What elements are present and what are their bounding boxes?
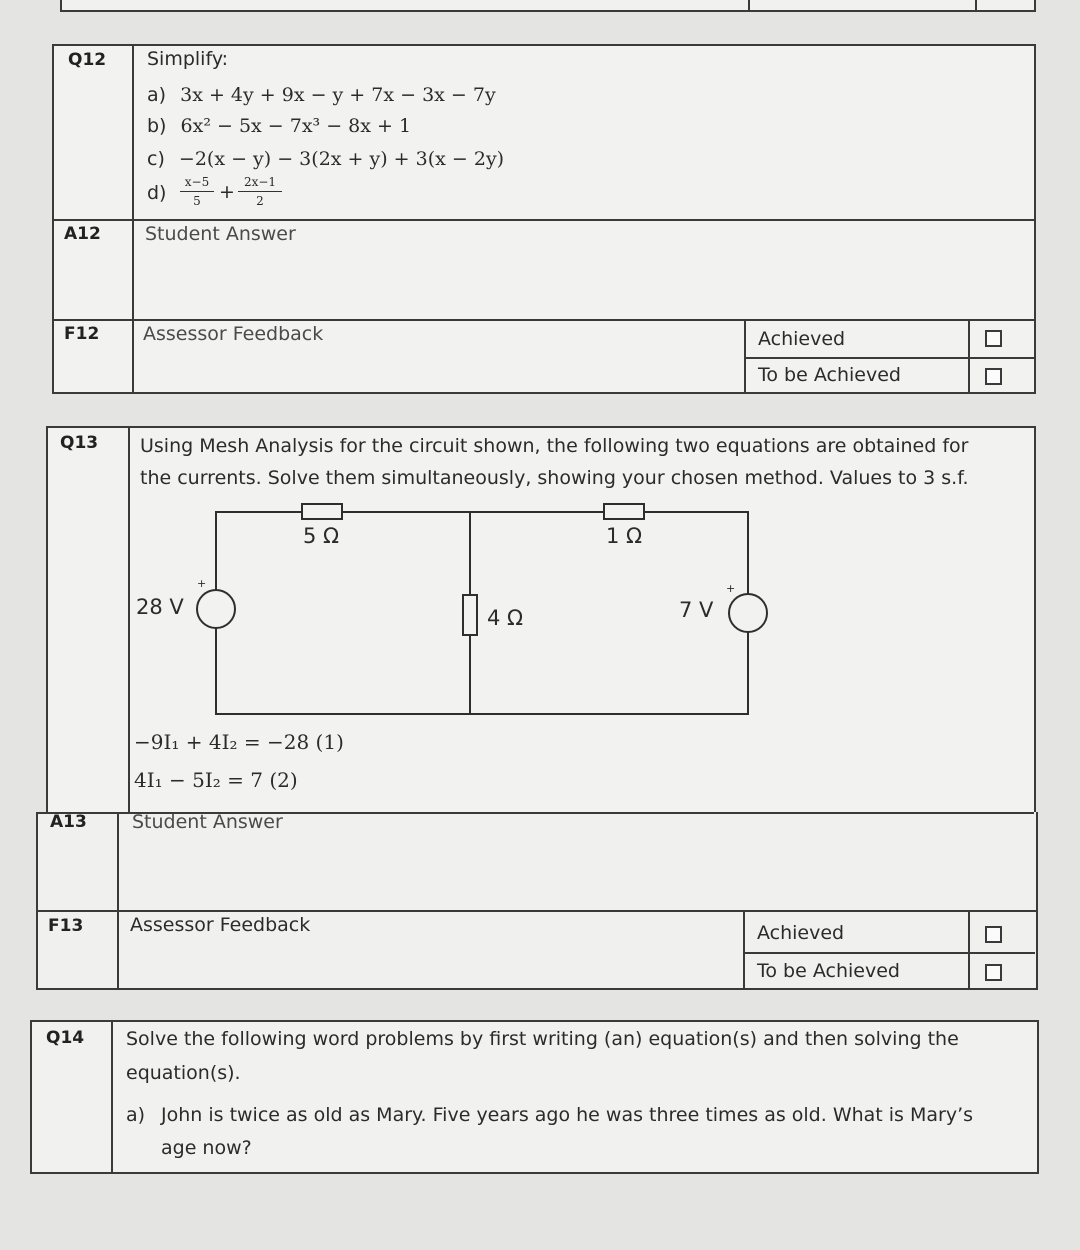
f13-to-be-achieved-label: To be Achieved <box>757 960 900 982</box>
a12-student-answer: Student Answer <box>145 223 296 245</box>
q14-part-a-letter: a) <box>126 1104 146 1126</box>
q14-text-line1: Solve the following word problems by first writing (an) equation(s) and then solving the <box>126 1028 959 1050</box>
q12-part-b <box>147 115 411 137</box>
source-28v-symbol <box>197 590 235 628</box>
source-28v-label: 28 V <box>136 595 184 619</box>
q12-label: Q12 <box>68 50 107 70</box>
fraction-1-numerator: x−5 <box>184 175 210 189</box>
fraction-1-denominator: 5 <box>193 194 201 208</box>
source-28v-plus: + <box>197 577 207 590</box>
part-letter: b) <box>147 115 167 137</box>
a12-label: A12 <box>64 224 101 244</box>
source-7v-label: 7 V <box>679 598 714 622</box>
equation-1: −9I₁ + 4I₂ = −28 (1) <box>134 730 344 754</box>
f12-assessor-feedback: Assessor Feedback <box>143 323 324 345</box>
f12-to-be-achieved-label: To be Achieved <box>758 364 901 386</box>
equation-2: 4I₁ − 5I₂ = 7 (2) <box>134 768 298 792</box>
resistor-4-ohm-symbol <box>463 595 477 635</box>
q14-part-a-line1: John is twice as old as Mary. Five years ago he was three times as old. What is Mary’s <box>161 1104 974 1126</box>
part-expression: 6x² − 5x − 7x³ − 8x + 1 <box>180 115 412 137</box>
resistor-1-ohm-label: 1 Ω <box>606 524 643 548</box>
f13-achieved-checkbox[interactable] <box>985 926 1002 943</box>
a13-label: A13 <box>50 812 87 832</box>
f13-assessor-feedback: Assessor Feedback <box>130 914 311 936</box>
part-expression: 3x + 4y + 9x − y + 7x − 3x − 7y <box>180 84 496 106</box>
top-table-remnant <box>60 0 1036 12</box>
f12-to-be-achieved-checkbox[interactable] <box>985 368 1002 385</box>
part-expression: −2(x − y) − 3(2x + y) + 3(x − 2y) <box>178 148 505 170</box>
f13-to-be-achieved-checkbox[interactable] <box>985 964 1002 981</box>
source-7v-plus: + <box>726 582 736 595</box>
resistor-5-ohm-label: 5 Ω <box>303 524 340 548</box>
q12-part-d-letter: d) <box>147 182 167 204</box>
f13-achieved-label: Achieved <box>757 922 845 944</box>
f12-label: F12 <box>64 324 100 344</box>
plus-sign: + <box>219 181 235 203</box>
part-letter: c) <box>147 148 165 170</box>
q14-text-line2: equation(s). <box>126 1062 241 1084</box>
q13-text-line2: the currents. Solve them simultaneously, showing your chosen method. Values to 3 s.f. <box>140 467 969 489</box>
fraction-2-numerator: 2x−1 <box>243 175 277 189</box>
fraction-1-bar <box>180 191 214 192</box>
q14-part-a-line2: age now? <box>161 1137 252 1159</box>
f13-label: F13 <box>48 916 84 936</box>
fraction-2-denominator: 2 <box>256 194 264 208</box>
part-letter: a) <box>147 84 167 106</box>
q12-title: Simplify: <box>147 48 229 70</box>
source-7v-symbol <box>729 594 767 632</box>
fraction-2-bar <box>238 191 282 192</box>
q13-text-line1: Using Mesh Analysis for the circuit shown, the following two equations are obtained for <box>140 435 969 457</box>
resistor-5-ohm-symbol <box>302 504 342 519</box>
circuit-outer-loop <box>216 512 748 714</box>
q12-part-a <box>147 84 496 106</box>
a13-student-answer: Student Answer <box>132 811 283 833</box>
f12-achieved-checkbox[interactable] <box>985 330 1002 347</box>
q13-label: Q13 <box>60 433 99 453</box>
f12-achieved-label: Achieved <box>758 328 846 350</box>
resistor-4-ohm-label: 4 Ω <box>487 606 524 630</box>
resistor-1-ohm-symbol <box>604 504 644 519</box>
q12-part-c <box>147 148 504 170</box>
q14-label: Q14 <box>46 1028 85 1048</box>
